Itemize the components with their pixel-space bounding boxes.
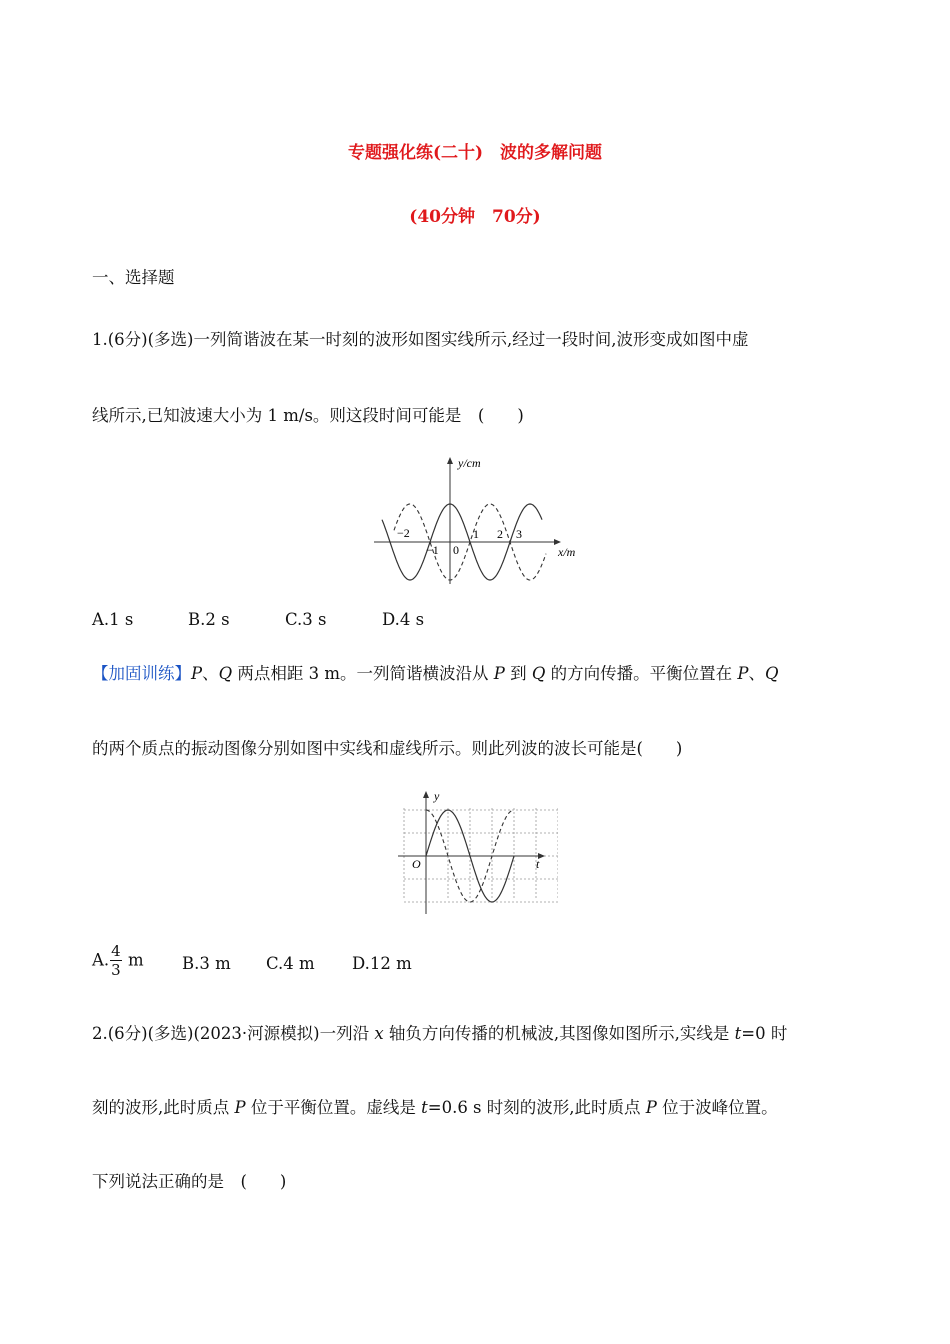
- q1-option-a[interactable]: A.1 s: [92, 610, 134, 629]
- extra-line-1: 【加固训练】P、Q 两点相距 3 m。一列简谐横波沿从 P 到 Q 的方向传播。平衡位置在 P、Q: [92, 664, 779, 683]
- q2-line-2: 刻的波形,此时质点 P 位于平衡位置。虚线是 t=0.6 s 时刻的波形,此时质点 P 位于波峰位置。: [92, 1098, 778, 1117]
- q1-wave-figure: [372, 452, 584, 590]
- x-tick-3: 3: [516, 527, 522, 541]
- x-tick-1: 1: [473, 527, 479, 541]
- extra-option-b[interactable]: B.3 m: [182, 954, 231, 973]
- page-subtitle: (40分钟 70分): [409, 207, 541, 227]
- q2-line-3: 下列说法正确的是 ( ): [92, 1172, 287, 1191]
- x-tick-2: 2: [497, 527, 503, 541]
- q1-option-d[interactable]: D.4 s: [382, 610, 425, 629]
- y-axis-label: y/cm: [458, 456, 481, 470]
- t-axis-label: t: [536, 857, 540, 871]
- section-heading: 一、选择题: [92, 268, 175, 287]
- q1-option-b[interactable]: B.2 s: [188, 610, 230, 629]
- x-tick-0: 0: [453, 543, 459, 557]
- extra-line-2: 的两个质点的振动图像分别如图中实线和虚线所示。则此列波的波长可能是( ): [92, 739, 683, 758]
- x-tick-neg2: −2: [397, 526, 410, 540]
- y-axis-label: y: [434, 789, 440, 803]
- q2-line-1: 2.(6分)(多选)(2023·河源模拟)一列沿 x 轴负方向传播的机械波,其图像如图所示,实线是 t=0 时: [92, 1024, 788, 1043]
- extra-vibration-figure: [398, 788, 558, 918]
- extra-option-a[interactable]: A. $\frac{4}{3}$ m: [92, 942, 144, 979]
- q1-option-c[interactable]: C.3 s: [285, 610, 327, 629]
- extra-option-d[interactable]: D.12 m: [352, 954, 412, 973]
- q1-line-2: 线所示,已知波速大小为 1 m/s。则这段时间可能是 ( ): [92, 406, 524, 425]
- q1-line-1: 1.(6分)(多选)一列简谐波在某一时刻的波形如图实线所示,经过一段时间,波形变成如图中虚: [92, 330, 749, 349]
- extra-option-c[interactable]: C.4 m: [266, 954, 315, 973]
- x-tick-neg1: −1: [426, 543, 439, 557]
- extra-tag: 【加固训练】: [92, 664, 191, 683]
- x-axis-label: x/m: [558, 545, 576, 559]
- page-title: 专题强化练(二十) 波的多解问题: [347, 143, 603, 163]
- origin-label: O: [412, 857, 421, 871]
- fraction: $\frac{4}{3}$: [111, 942, 121, 979]
